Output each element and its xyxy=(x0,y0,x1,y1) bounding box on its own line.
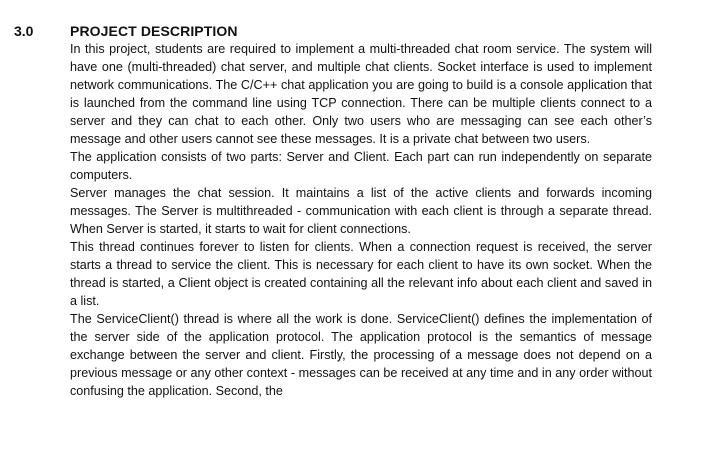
paragraph-server-management: Server manages the chat session. It maintains a list of the active clients and forwards incoming messages. The Server is multithreaded - communication with each client is through a separate thread. When Server is started, it starts to wait for client connections. xyxy=(70,186,652,236)
paragraph-listener-thread: This thread continues forever to listen for clients. When a connection request is received, the server starts a thread to service the client. This is necessary for each client to have its own socket. When the thread is started, a Client object is created containing all the relevant info about each client and saved in a list. xyxy=(70,240,652,308)
paragraph-application-parts: The application consists of two parts: Server and Client. Each part can run independently on separate computers. xyxy=(70,150,652,182)
paragraph-intro: In this project, students are required to implement a multi-threaded chat room service. The system will have one (multi-threaded) chat server, and multiple chat clients. Socket interface is used to implement network communications. The C/C++ chat application you are going to build is a console application that is launched from the command line using TCP connection. There can be multiple clients connect to a server and they can chat to each other. Only two users who are messaging can see each other’s message and other users cannot see these messages. It is a private chat between two users. xyxy=(70,42,652,146)
section-title: PROJECT DESCRIPTION xyxy=(70,23,238,39)
paragraph-service-client: The ServiceClient() thread is where all the work is done. ServiceClient() defines the implementation of the server side of the application protocol. The application protocol is the semantics of message exchange between the server and client. Firstly, the processing of a message does not depend on a previous message or any other context - messages can be received at any time and in any order without confusing the application. Second, the xyxy=(70,312,652,398)
section-number: 3.0 xyxy=(14,23,34,39)
section-content xyxy=(70,22,652,400)
